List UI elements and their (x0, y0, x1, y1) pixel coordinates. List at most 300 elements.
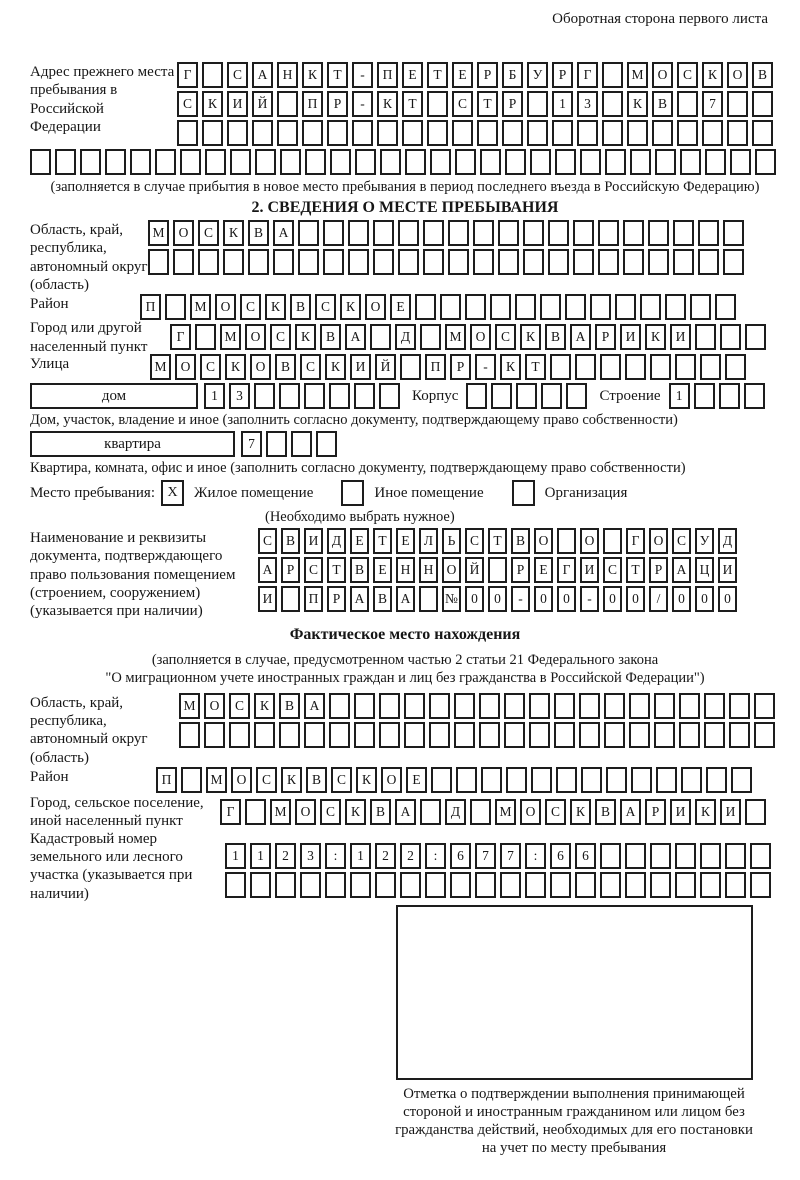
char-cell (630, 149, 651, 175)
char-cell (550, 354, 571, 380)
char-cell (731, 767, 752, 793)
char-cell (579, 722, 600, 748)
char-cell (504, 693, 525, 719)
char-cell (540, 294, 561, 320)
char-cell (348, 220, 369, 246)
char-cell: К (265, 294, 286, 320)
char-cell: М (206, 767, 227, 793)
char-cell (291, 431, 312, 457)
char-cell: 1 (350, 843, 371, 869)
region-label: Область, край, республика, автономный округ (область) (30, 222, 148, 293)
char-cell: Л (419, 528, 438, 554)
char-cell (629, 693, 650, 719)
char-cell (423, 249, 444, 275)
char-cell: М (627, 62, 648, 88)
char-cell: О (442, 557, 461, 583)
apartment-box: квартира (30, 431, 235, 457)
char-cell: А (273, 220, 294, 246)
stamp-area (388, 905, 760, 1157)
char-cell: О (534, 528, 553, 554)
char-cell (625, 872, 646, 898)
char-cell (554, 722, 575, 748)
char-cell (298, 220, 319, 246)
stay-type-option-organization: Организация (544, 485, 628, 502)
char-cell: Ь (442, 528, 461, 554)
char-cell: П (140, 294, 161, 320)
actual-region-row-2 (179, 722, 779, 748)
stay-type-field (30, 480, 780, 506)
char-cell: В (545, 324, 566, 350)
char-cell (254, 383, 275, 409)
char-cell: Г (626, 528, 645, 554)
char-cell (479, 693, 500, 719)
char-cell (745, 324, 766, 350)
actual-location-note-2: "О миграционном учете иностранных граждан и лиц без гражданства в Российской Федерации") (105, 669, 705, 686)
char-cell: К (281, 767, 302, 793)
char-cell (500, 872, 521, 898)
char-cell: Й (375, 354, 396, 380)
char-cell: Т (626, 557, 645, 583)
char-cell (354, 383, 375, 409)
char-cell: О (470, 324, 491, 350)
char-cell (323, 220, 344, 246)
char-cell: 0 (672, 586, 691, 612)
char-cell (227, 120, 248, 146)
char-cell (752, 120, 773, 146)
char-cell (275, 872, 296, 898)
char-cell: Т (525, 354, 546, 380)
char-cell: Т (477, 91, 498, 117)
char-cell (680, 149, 701, 175)
char-cell (425, 872, 446, 898)
char-cell: 3 (229, 383, 250, 409)
char-cell (723, 249, 744, 275)
char-cell: С (452, 91, 473, 117)
char-cell (80, 149, 101, 175)
house-box: дом (30, 383, 198, 409)
char-cell (490, 294, 511, 320)
char-cell (466, 383, 487, 409)
char-cell: П (156, 767, 177, 793)
char-cell: О (173, 220, 194, 246)
char-cell (323, 249, 344, 275)
char-cell: Ц (695, 557, 714, 583)
char-cell (625, 354, 646, 380)
char-cell (400, 872, 421, 898)
char-cell: А (395, 799, 416, 825)
char-cell: О (215, 294, 236, 320)
char-cell (165, 294, 186, 320)
char-cell: 0 (718, 586, 737, 612)
char-cell: 1 (552, 91, 573, 117)
char-cell (329, 383, 350, 409)
char-cell (650, 872, 671, 898)
char-cell (379, 383, 400, 409)
stroenie-row (669, 383, 769, 409)
char-cell (245, 799, 266, 825)
char-cell (480, 149, 501, 175)
char-cell: Г (170, 324, 191, 350)
char-cell (354, 693, 375, 719)
document-label: Наименование и реквизиты документа, подтверждающего право пользования помещением (строением, сооружением) (указывается при наличии) (30, 530, 236, 620)
char-cell (550, 872, 571, 898)
char-cell (573, 220, 594, 246)
char-cell (700, 872, 721, 898)
char-cell (429, 693, 450, 719)
char-cell: М (220, 324, 241, 350)
char-cell (600, 872, 621, 898)
char-cell: Д (445, 799, 466, 825)
cadastral-field (30, 829, 780, 903)
street-label: Улица (30, 356, 70, 373)
char-cell (580, 149, 601, 175)
char-cell: 0 (626, 586, 645, 612)
char-cell (379, 693, 400, 719)
char-cell: 0 (465, 586, 484, 612)
char-cell (302, 120, 323, 146)
char-cell (625, 843, 646, 869)
char-cell: А (252, 62, 273, 88)
char-cell (488, 557, 507, 583)
char-cell (404, 693, 425, 719)
char-cell (498, 220, 519, 246)
char-cell (279, 722, 300, 748)
city-label: Город или другой населенный пункт (30, 320, 148, 355)
stay-type-option-residential: Жилое помещение (194, 485, 314, 502)
char-cell (575, 872, 596, 898)
char-cell (523, 249, 544, 275)
char-cell (650, 843, 671, 869)
char-cell (440, 294, 461, 320)
char-cell (605, 149, 626, 175)
actual-region-grid (179, 693, 779, 751)
char-cell: С (177, 91, 198, 117)
char-cell (148, 249, 169, 275)
char-cell (600, 354, 621, 380)
char-cell: 1 (204, 383, 225, 409)
char-cell (681, 767, 702, 793)
page-header-note: Оборотная сторона первого листа (552, 11, 768, 27)
char-cell (277, 120, 298, 146)
char-cell: В (752, 62, 773, 88)
char-cell: В (373, 586, 392, 612)
char-cell (704, 693, 725, 719)
char-cell: С (270, 324, 291, 350)
region-field (30, 220, 780, 294)
char-cell (725, 872, 746, 898)
char-cell: - (511, 586, 530, 612)
char-cell (755, 149, 776, 175)
char-cell: К (356, 767, 377, 793)
char-cell (266, 431, 287, 457)
char-cell (30, 149, 51, 175)
char-cell: 6 (450, 843, 471, 869)
prev-address-overflow-row (30, 149, 780, 175)
char-cell: С (256, 767, 277, 793)
stay-type-checkbox-organization (512, 480, 535, 506)
char-cell: 3 (300, 843, 321, 869)
char-cell (230, 149, 251, 175)
char-cell: - (352, 62, 373, 88)
char-cell: О (381, 767, 402, 793)
char-cell (529, 693, 550, 719)
district-field (30, 294, 780, 320)
char-cell (177, 120, 198, 146)
char-cell (329, 693, 350, 719)
char-cell (479, 722, 500, 748)
char-cell (673, 220, 694, 246)
char-cell (279, 383, 300, 409)
char-cell (455, 149, 476, 175)
char-cell: 1 (669, 383, 690, 409)
char-cell (548, 249, 569, 275)
char-cell: С (495, 324, 516, 350)
char-cell: Е (402, 62, 423, 88)
char-cell (729, 693, 750, 719)
char-cell: В (511, 528, 530, 554)
char-cell (204, 722, 225, 748)
char-cell (577, 120, 598, 146)
section2-title: 2. СВЕДЕНИЯ О МЕСТЕ ПРЕБЫВАНИЯ (251, 199, 559, 216)
char-cell: 7 (241, 431, 262, 457)
char-cell (229, 722, 250, 748)
char-cell (305, 149, 326, 175)
char-cell (420, 799, 441, 825)
cadastral-row-1 (225, 843, 775, 869)
char-cell: К (627, 91, 648, 117)
char-cell: Р (595, 324, 616, 350)
char-cell (754, 722, 775, 748)
district-row (140, 294, 740, 320)
char-cell: А (570, 324, 591, 350)
char-cell (420, 324, 441, 350)
char-cell (505, 149, 526, 175)
char-cell (304, 722, 325, 748)
apartment-row (241, 431, 341, 457)
char-cell: О (580, 528, 599, 554)
char-cell (427, 91, 448, 117)
char-cell: Р (450, 354, 471, 380)
char-cell: К (702, 62, 723, 88)
char-cell: И (670, 799, 691, 825)
char-cell (516, 383, 537, 409)
char-cell: Е (396, 528, 415, 554)
char-cell (727, 91, 748, 117)
char-cell (448, 220, 469, 246)
char-cell: 6 (550, 843, 571, 869)
char-cell (720, 324, 741, 350)
char-cell (350, 872, 371, 898)
char-cell (429, 722, 450, 748)
char-cell: С (200, 354, 221, 380)
char-cell (398, 220, 419, 246)
char-cell (590, 294, 611, 320)
char-cell (602, 91, 623, 117)
char-cell (404, 722, 425, 748)
stay-type-checkbox-other (341, 480, 364, 506)
char-cell: К (254, 693, 275, 719)
char-cell (623, 249, 644, 275)
char-cell (541, 383, 562, 409)
actual-district-field (30, 767, 780, 793)
char-cell (723, 220, 744, 246)
char-cell: К (377, 91, 398, 117)
char-cell: Р (511, 557, 530, 583)
city-field (30, 320, 780, 355)
char-cell (348, 249, 369, 275)
char-cell (355, 149, 376, 175)
prev-address-note: (заполняется в случае прибытия в новое место пребывания в период последнего въезда в Российскую Федерацию) (50, 179, 760, 195)
char-cell (654, 722, 675, 748)
char-cell: С (227, 62, 248, 88)
char-cell: О (175, 354, 196, 380)
char-cell: 0 (488, 586, 507, 612)
char-cell (304, 383, 325, 409)
char-cell: И (258, 586, 277, 612)
char-cell (640, 294, 661, 320)
cadastral-row-2 (225, 872, 775, 898)
char-cell (719, 383, 740, 409)
char-cell (648, 249, 669, 275)
region-row-2 (148, 249, 748, 275)
char-cell: Д (327, 528, 346, 554)
char-cell: Е (406, 767, 427, 793)
char-cell (277, 91, 298, 117)
char-cell: К (340, 294, 361, 320)
prev-address-row-3 (177, 120, 777, 146)
char-cell (373, 220, 394, 246)
char-cell: В (275, 354, 296, 380)
char-cell: К (345, 799, 366, 825)
char-cell: Д (395, 324, 416, 350)
char-cell: 7 (475, 843, 496, 869)
char-cell: И (580, 557, 599, 583)
char-cell: О (727, 62, 748, 88)
document-row-2 (258, 557, 741, 583)
char-cell: 0 (695, 586, 714, 612)
char-cell: С (300, 354, 321, 380)
cadastral-label: Кадастровый номер земельного или лесного участка (указывается при наличии) (30, 830, 193, 902)
char-cell: Б (502, 62, 523, 88)
char-cell (377, 120, 398, 146)
char-cell (573, 249, 594, 275)
document-row-3 (258, 586, 741, 612)
char-cell (354, 722, 375, 748)
char-cell: Г (557, 557, 576, 583)
char-cell (700, 354, 721, 380)
char-cell (675, 354, 696, 380)
char-cell (470, 799, 491, 825)
char-cell (744, 383, 765, 409)
char-cell (702, 120, 723, 146)
char-cell: В (306, 767, 327, 793)
prev-address-row-2 (177, 91, 777, 117)
char-cell (715, 294, 736, 320)
apartment-field (30, 431, 780, 457)
char-cell (329, 722, 350, 748)
char-cell: И (304, 528, 323, 554)
char-cell: 0 (534, 586, 553, 612)
char-cell: В (595, 799, 616, 825)
char-cell (725, 843, 746, 869)
char-cell (602, 120, 623, 146)
char-cell (498, 249, 519, 275)
city-row (170, 324, 770, 350)
char-cell (704, 722, 725, 748)
char-cell (527, 120, 548, 146)
char-cell (430, 149, 451, 175)
stay-type-label: Место пребывания: (30, 485, 155, 502)
char-cell: С (258, 528, 277, 554)
char-cell (523, 220, 544, 246)
char-cell: Р (281, 557, 300, 583)
char-cell (530, 149, 551, 175)
char-cell (379, 722, 400, 748)
char-cell (248, 249, 269, 275)
char-cell (631, 767, 652, 793)
char-cell (677, 91, 698, 117)
char-cell (600, 843, 621, 869)
char-cell: И (670, 324, 691, 350)
char-cell (105, 149, 126, 175)
char-cell (725, 354, 746, 380)
actual-district-label: Район (30, 768, 69, 785)
char-cell: С (677, 62, 698, 88)
char-cell (575, 354, 596, 380)
actual-district-row (156, 767, 756, 793)
char-cell (730, 149, 751, 175)
char-cell: С (331, 767, 352, 793)
char-cell (352, 120, 373, 146)
char-cell: О (295, 799, 316, 825)
char-cell (316, 431, 337, 457)
char-cell: Н (396, 557, 415, 583)
char-cell: О (204, 693, 225, 719)
char-cell: С (545, 799, 566, 825)
char-cell (506, 767, 527, 793)
char-cell (623, 220, 644, 246)
char-cell: А (672, 557, 691, 583)
char-cell (604, 722, 625, 748)
char-cell: О (652, 62, 673, 88)
char-cell (454, 693, 475, 719)
char-cell (473, 249, 494, 275)
char-cell: Т (488, 528, 507, 554)
char-cell (173, 249, 194, 275)
char-cell: О (245, 324, 266, 350)
stay-type-option-other: Иное помещение (374, 485, 484, 502)
char-cell (629, 722, 650, 748)
char-cell (405, 149, 426, 175)
char-cell (465, 294, 486, 320)
char-cell (603, 528, 622, 554)
char-cell: П (304, 586, 323, 612)
char-cell: О (250, 354, 271, 380)
char-cell: М (148, 220, 169, 246)
char-cell (579, 693, 600, 719)
char-cell: В (350, 557, 369, 583)
korpus-row (466, 383, 591, 409)
char-cell: Н (419, 557, 438, 583)
char-cell (602, 62, 623, 88)
char-cell (604, 693, 625, 719)
char-cell (456, 767, 477, 793)
actual-city-label: Город, сельское поселение, иной населенный пункт (30, 795, 204, 830)
char-cell (652, 120, 673, 146)
char-cell: 6 (575, 843, 596, 869)
char-cell (694, 383, 715, 409)
char-cell: Й (252, 91, 273, 117)
